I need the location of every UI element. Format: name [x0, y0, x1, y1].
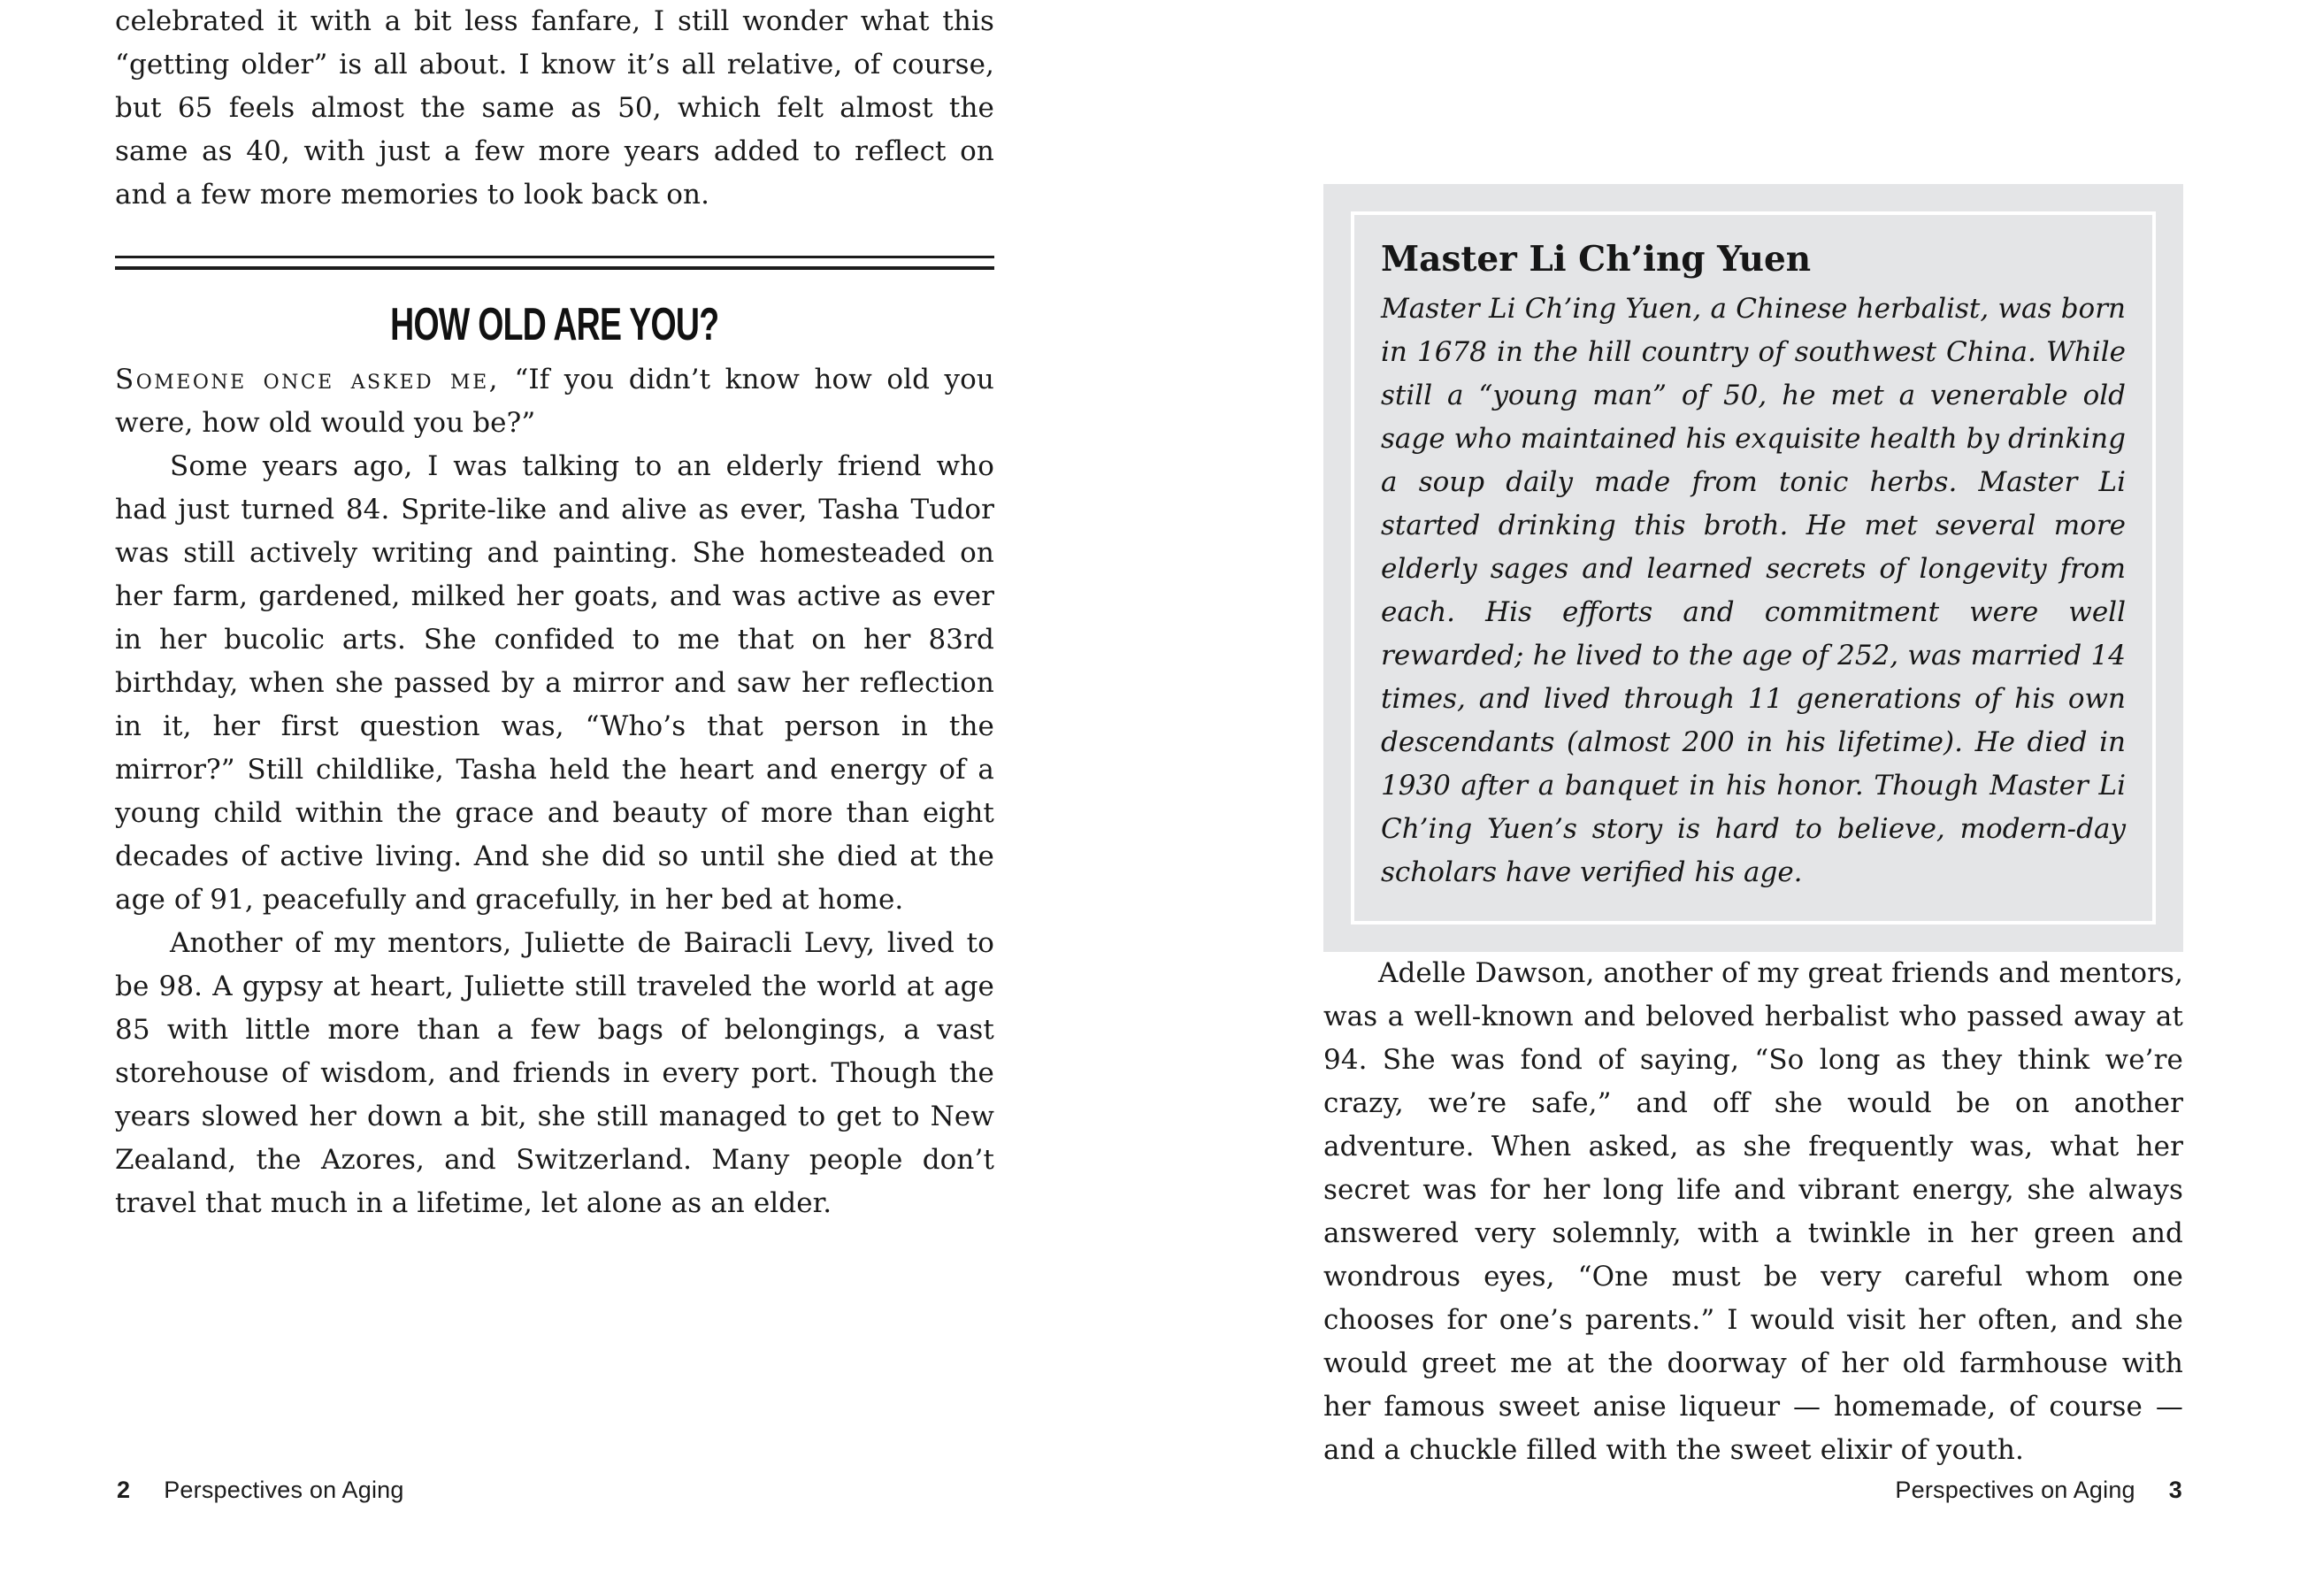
opening-paragraph-text: “If you didn’t know how old you were, how old would you be?”	[115, 364, 994, 439]
right-page-footer	[1895, 1476, 2182, 1504]
sidebar-title: Master Li Ch’ing Yuen	[1381, 239, 1812, 280]
opening-paragraph	[115, 358, 994, 445]
left-page-body	[115, 0, 994, 1225]
tasha-paragraph: Some years ago, I was talking to an elderly friend who had just turned 84. Sprite-like and alive as ever, Tasha Tudor was still actively writing and painting. She homesteaded on her farm, gardened, milked her goats, and was active as ever in her bucolic arts. She confided to me that on her 83rd birthday, when she passed by a mirror and saw her reflection in it, her first question was, “Who’s that person in the mirror?” Still childlike, Tasha held the heart and energy of a young child within the grace and beauty of more than eight decades of active living. And she did so until she died at the age of 91, peacefully and gracefully, in her bed at home.	[115, 450, 994, 916]
sidebar-frame	[1351, 211, 2156, 925]
right-page	[1323, 0, 2183, 1472]
adelle-paragraph: Adelle Dawson, another of my great friends and mentors, was a well-known and beloved herbalist who passed away at 94. She was fond of saying, “So long as they think we’re crazy, we’re safe,” and off she would be on another adventure. When asked, as she frequently was, what her secret was for her long life and vibrant energy, she always answered very solemnly, with a twinkle in her green and wondrous eyes, “One must be very careful whom one chooses for one’s parents.” I would visit her often, and she would greet me at the doorway of her old farmhouse with her famous sweet anise liqueur — homemade, of course — and a chuckle filled with the sweet elixir of youth.	[1323, 957, 2183, 1466]
section-divider-rule	[115, 256, 994, 270]
section-heading	[115, 300, 994, 349]
left-page	[115, 0, 994, 1225]
juliette-paragraph: Another of my mentors, Juliette de Bairacli Levy, lived to be 98. A gypsy at heart, Juliette still traveled the world at age 85 with little more than a few bags of belongings, a vast storehouse of wisdom, and friends in every port. Though the years slowed her down a bit, she still managed to get to New Zealand, the Azores, and Switzerland. Many people don’t travel that much in a lifetime, let alone as an elder.	[115, 927, 994, 1219]
left-running-title: Perspectives on Aging	[164, 1477, 404, 1503]
right-running-title: Perspectives on Aging	[1895, 1477, 2135, 1503]
sidebar-body-text: Master Li Ch’ing Yuen, a Chinese herbalist, was born in 1678 in the hill country of southwest China. While still a “young man” of 50, he met a venerable old sage who maintained his exquisite health by drinking a soup daily made from tonic herbs. Master Li started drinking this broth. He met several more elderly sages and learned secrets of longevity from each. His efforts and commitment were well rewarded; he lived to the age of 252, was married 14 times, and lived through 11 generations of his own descendants (almost 200 in his lifetime). He died in 1930 after a banquet in his honor. Though Master Li Ch’ing Yuen’s story is hard to believe, modern-day scholars have verified his age.	[1381, 293, 2126, 888]
smallcaps-leadin: Someone once asked me,	[115, 364, 500, 395]
left-page-footer	[117, 1476, 404, 1504]
right-page-number: 3	[2168, 1477, 2182, 1503]
sidebar-box	[1323, 184, 2183, 952]
section-heading-text: HOW OLD ARE YOU?	[390, 299, 719, 350]
left-page-number: 2	[117, 1477, 131, 1503]
continuation-paragraph: celebrated it with a bit less fanfare, I still wonder what this “getting older” is all about. I know it’s all relative, of course, but 65 feels almost the same as 50, which felt almost the same as 40, with just a few more years added to reflect on and a few more memories to look back on.	[115, 5, 994, 211]
